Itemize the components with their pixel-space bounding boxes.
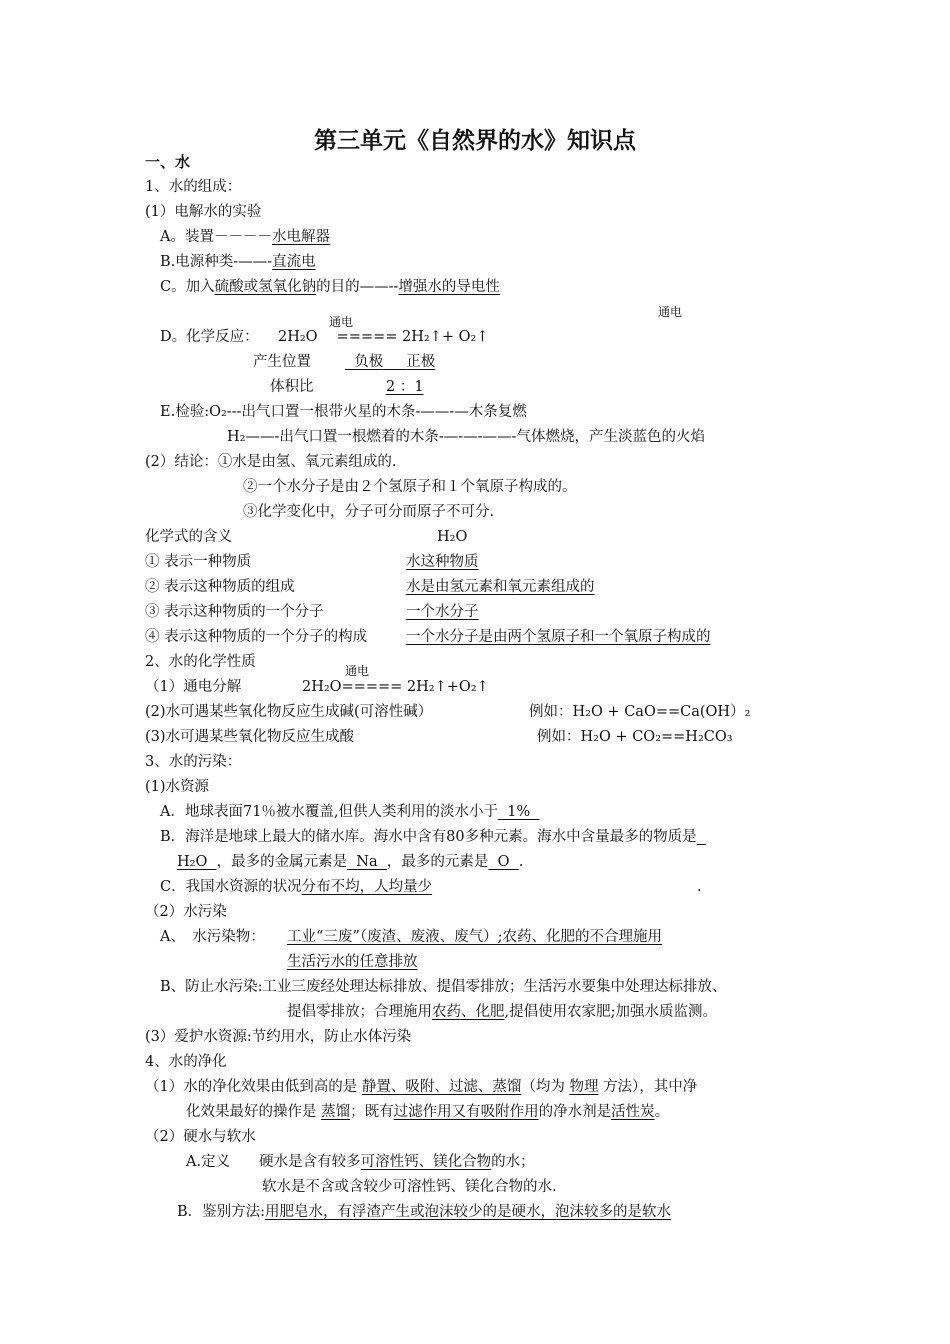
electrify-condition-label-2: 通电 [345,664,370,678]
resources-b-answer-element: O [488,854,519,870]
formula-meaning-1-answer: 水这种物质 [406,554,479,570]
heading-water-resources: (1)水资源 [145,779,210,795]
prevention-line2-text: 提倡零排放；合理施用 [287,1004,432,1020]
purification-agent-answer: 活性炭 [611,1104,655,1120]
resources-b-answer-metal: Na [347,854,387,870]
gas-position-positive: 正极 [406,354,436,370]
formula-h2o: H₂O [437,529,468,545]
formula-meaning-4-label: ④ 表示这种物质的一个分子的构成 [145,629,368,645]
pollutants-label: A、 水污染物： [160,929,265,945]
conclusion-1: (2）结论：①水是由氢、氧元素组成的. [145,454,397,470]
resources-c-answer: 分布不均，人均量少 [301,879,433,895]
resources-c [160,877,432,897]
item-apparatus-label: A。装置－－－－ [160,229,272,245]
page-title: 第三单元《自然界的水》知识点 [314,128,636,154]
resources-a [160,802,539,822]
formula-meaning-heading: 化学式的含义 [145,529,232,545]
hard-water-definition-answer: 可溶性钙、镁化合物 [360,1154,492,1170]
resources-b-answer-substance: H₂O [177,854,217,870]
item-additive-mid: 的目的——-- [316,279,399,295]
gas-position-answer [345,352,435,372]
resources-b-line1 [160,827,706,847]
heading-water-contamination: （2）水污染 [145,904,227,920]
resources-b-line2 [177,852,523,872]
item-power-type-answer: 直流电 [272,254,316,270]
purification-line2-end: 。 [654,1104,670,1120]
resources-b-element-label: ，最多的元素是 [386,854,489,870]
identification-method [177,1202,671,1222]
resources-c-text: C．我国水资源的状况 [160,879,302,895]
purification-order-answer: 静置、吸附、过滤、蒸馏 [361,1079,522,1095]
resources-b-metal-label: ，最多的金属元素是 [216,854,348,870]
item-additive-purpose [160,277,500,297]
heading-electrolysis-experiment: (1）电解水的实验 [145,204,262,220]
purification-method-answer: 物理 [569,1079,599,1095]
gas-position-label: 产生位置 [253,354,311,370]
electrify-condition-label: 通电 [329,315,354,329]
test-oxygen: E.检验:O₂---出气口置一根带火星的木条-——-—木条复燃 [160,404,527,420]
formula-meaning-3-label: ③ 表示这种物质的一个分子 [145,604,324,620]
purification-line1 [145,1077,697,1097]
hard-water-definition-text: A.定义 硬水是含有较多 [186,1154,361,1170]
purification-line2-text: 化效果最好的操作是 [186,1104,317,1120]
prevention-line1: B、防止水污染:工业三废经处理达标排放、提倡零排放；生活污水要集中处理达标排放、 [160,979,727,995]
purification-line2 [186,1102,669,1122]
purification-function-answer: 过滤作用又有吸附作用 [393,1104,539,1120]
volume-ratio-label: 体积比 [270,379,314,395]
conclusion-3: ③化学变化中，分子可分而原子不可分. [243,504,495,520]
resources-c-period: . [697,879,702,895]
purification-line1-text: （1）水的净化效果由低到高的是 [145,1079,358,1095]
property-1-label: （1）通电分解 [145,679,242,695]
purification-line1-end: 方法），其中净 [603,1079,698,1095]
pollutants-answer-1: 工业“三废”（废渣、废液、废气）;农药、化肥的不合理施用 [287,929,662,945]
hard-water-definition-end: 的水； [491,1154,535,1170]
heading-water-pollution: 3、水的污染： [145,754,242,770]
identification-method-answer: 用肥皂水，有浮渣产生或泡沫较少的是硬水，泡沫较多的是软水 [265,1204,672,1220]
volume-ratio-answer: 2 ：1 [386,379,424,395]
soft-water-definition: 软水是不含或含较少可溶性钙、镁化合物的水. [262,1179,557,1195]
property-2-example: 例如：H₂O + CaO==Ca(OH）₂ [529,704,751,720]
item-chemical-reaction-equation: 2H₂O ===== 2H₂↑+ O₂↑ [278,329,489,345]
pollutants-answer-2: 生活污水的任意排放 [287,954,418,970]
item-additive-label: C。加入 [160,279,215,295]
resources-b-text: B．海洋是地球上最大的储水库。海水中含有80多种元素。海水中含量最多的物质是 [160,829,697,845]
prevention-line2-answer: 农药、化肥 [432,1004,505,1020]
heading-hard-soft-water: （2）硬水与软水 [145,1129,256,1145]
formula-meaning-1-label: ① 表示一种物质 [145,554,252,570]
stray-electrify-label: 通电 [658,305,683,319]
purification-line2-mid: ；既有 [350,1104,394,1120]
property-2-label: (2)水可遇某些氧化物反应生成碱(可溶性碱） [145,704,433,720]
heading-water-purification: 4、水的净化 [145,1054,227,1070]
identification-method-label: B．鉴别方法: [177,1204,266,1220]
item-power-type-label: B.电源种类-——- [160,254,273,270]
gas-position-negative: 负极 [354,354,384,370]
formula-meaning-4-answer: 一个水分子是由两个氢原子和一个氧原子构成的 [406,629,711,645]
prevention-line2 [287,1002,717,1022]
property-3-example: 例如：H₂O + CO₂==H₂CO₃ [537,729,733,745]
formula-meaning-3-answer: 一个水分子 [406,604,479,620]
heading-water-composition: 1、水的组成： [145,179,242,195]
item-additive-purpose-answer: 增强水的导电性 [398,279,500,295]
resources-a-text: A．地球表面71％被水覆盖,但供人类利用的淡水小于 [160,804,499,820]
resources-a-answer: 1% [498,804,540,820]
purification-best-answer: 蒸馏 [321,1104,351,1120]
item-chemical-reaction-label: D。化学反应： [160,329,259,345]
heading-water-chemical-properties: 2、水的化学性质 [145,654,256,670]
protect-water-resources: (3）爱护水资源:节约用水，防止水体污染 [145,1029,412,1045]
resources-b-blank [697,829,706,845]
resources-b-period: . [518,854,524,870]
item-power-type [160,252,316,272]
prevention-line2-end: ,提倡使用农家肥;加强水质监测。 [504,1004,717,1020]
conclusion-2: ②一个水分子是由２个氢原子和１个氧原子构成的。 [243,479,577,495]
formula-meaning-2-label: ② 表示这种物质的组成 [145,579,295,595]
purification-line1-mid: （均为 [521,1079,565,1095]
test-hydrogen: H₂——-出气口置一根燃着的木条-—-—-——-气体燃烧，产生淡蓝色的火焰 [227,429,705,445]
property-1-equation: 2H₂O===== 2H₂↑+O₂↑ [302,679,489,695]
formula-meaning-2-answer: 水是由氢元素和氧元素组成的 [406,579,595,595]
hard-water-definition [186,1152,535,1172]
purification-line2-mid2: 的净水剂是 [538,1104,612,1120]
item-apparatus [160,227,330,247]
section-heading-water: 一、水 [145,153,191,171]
item-apparatus-answer: 水电解器 [271,229,330,245]
property-3-label: (3)水可遇某些氧化物反应生成酸 [145,729,355,745]
item-additive-answer: 硫酸或氢氧化钠 [214,279,317,295]
